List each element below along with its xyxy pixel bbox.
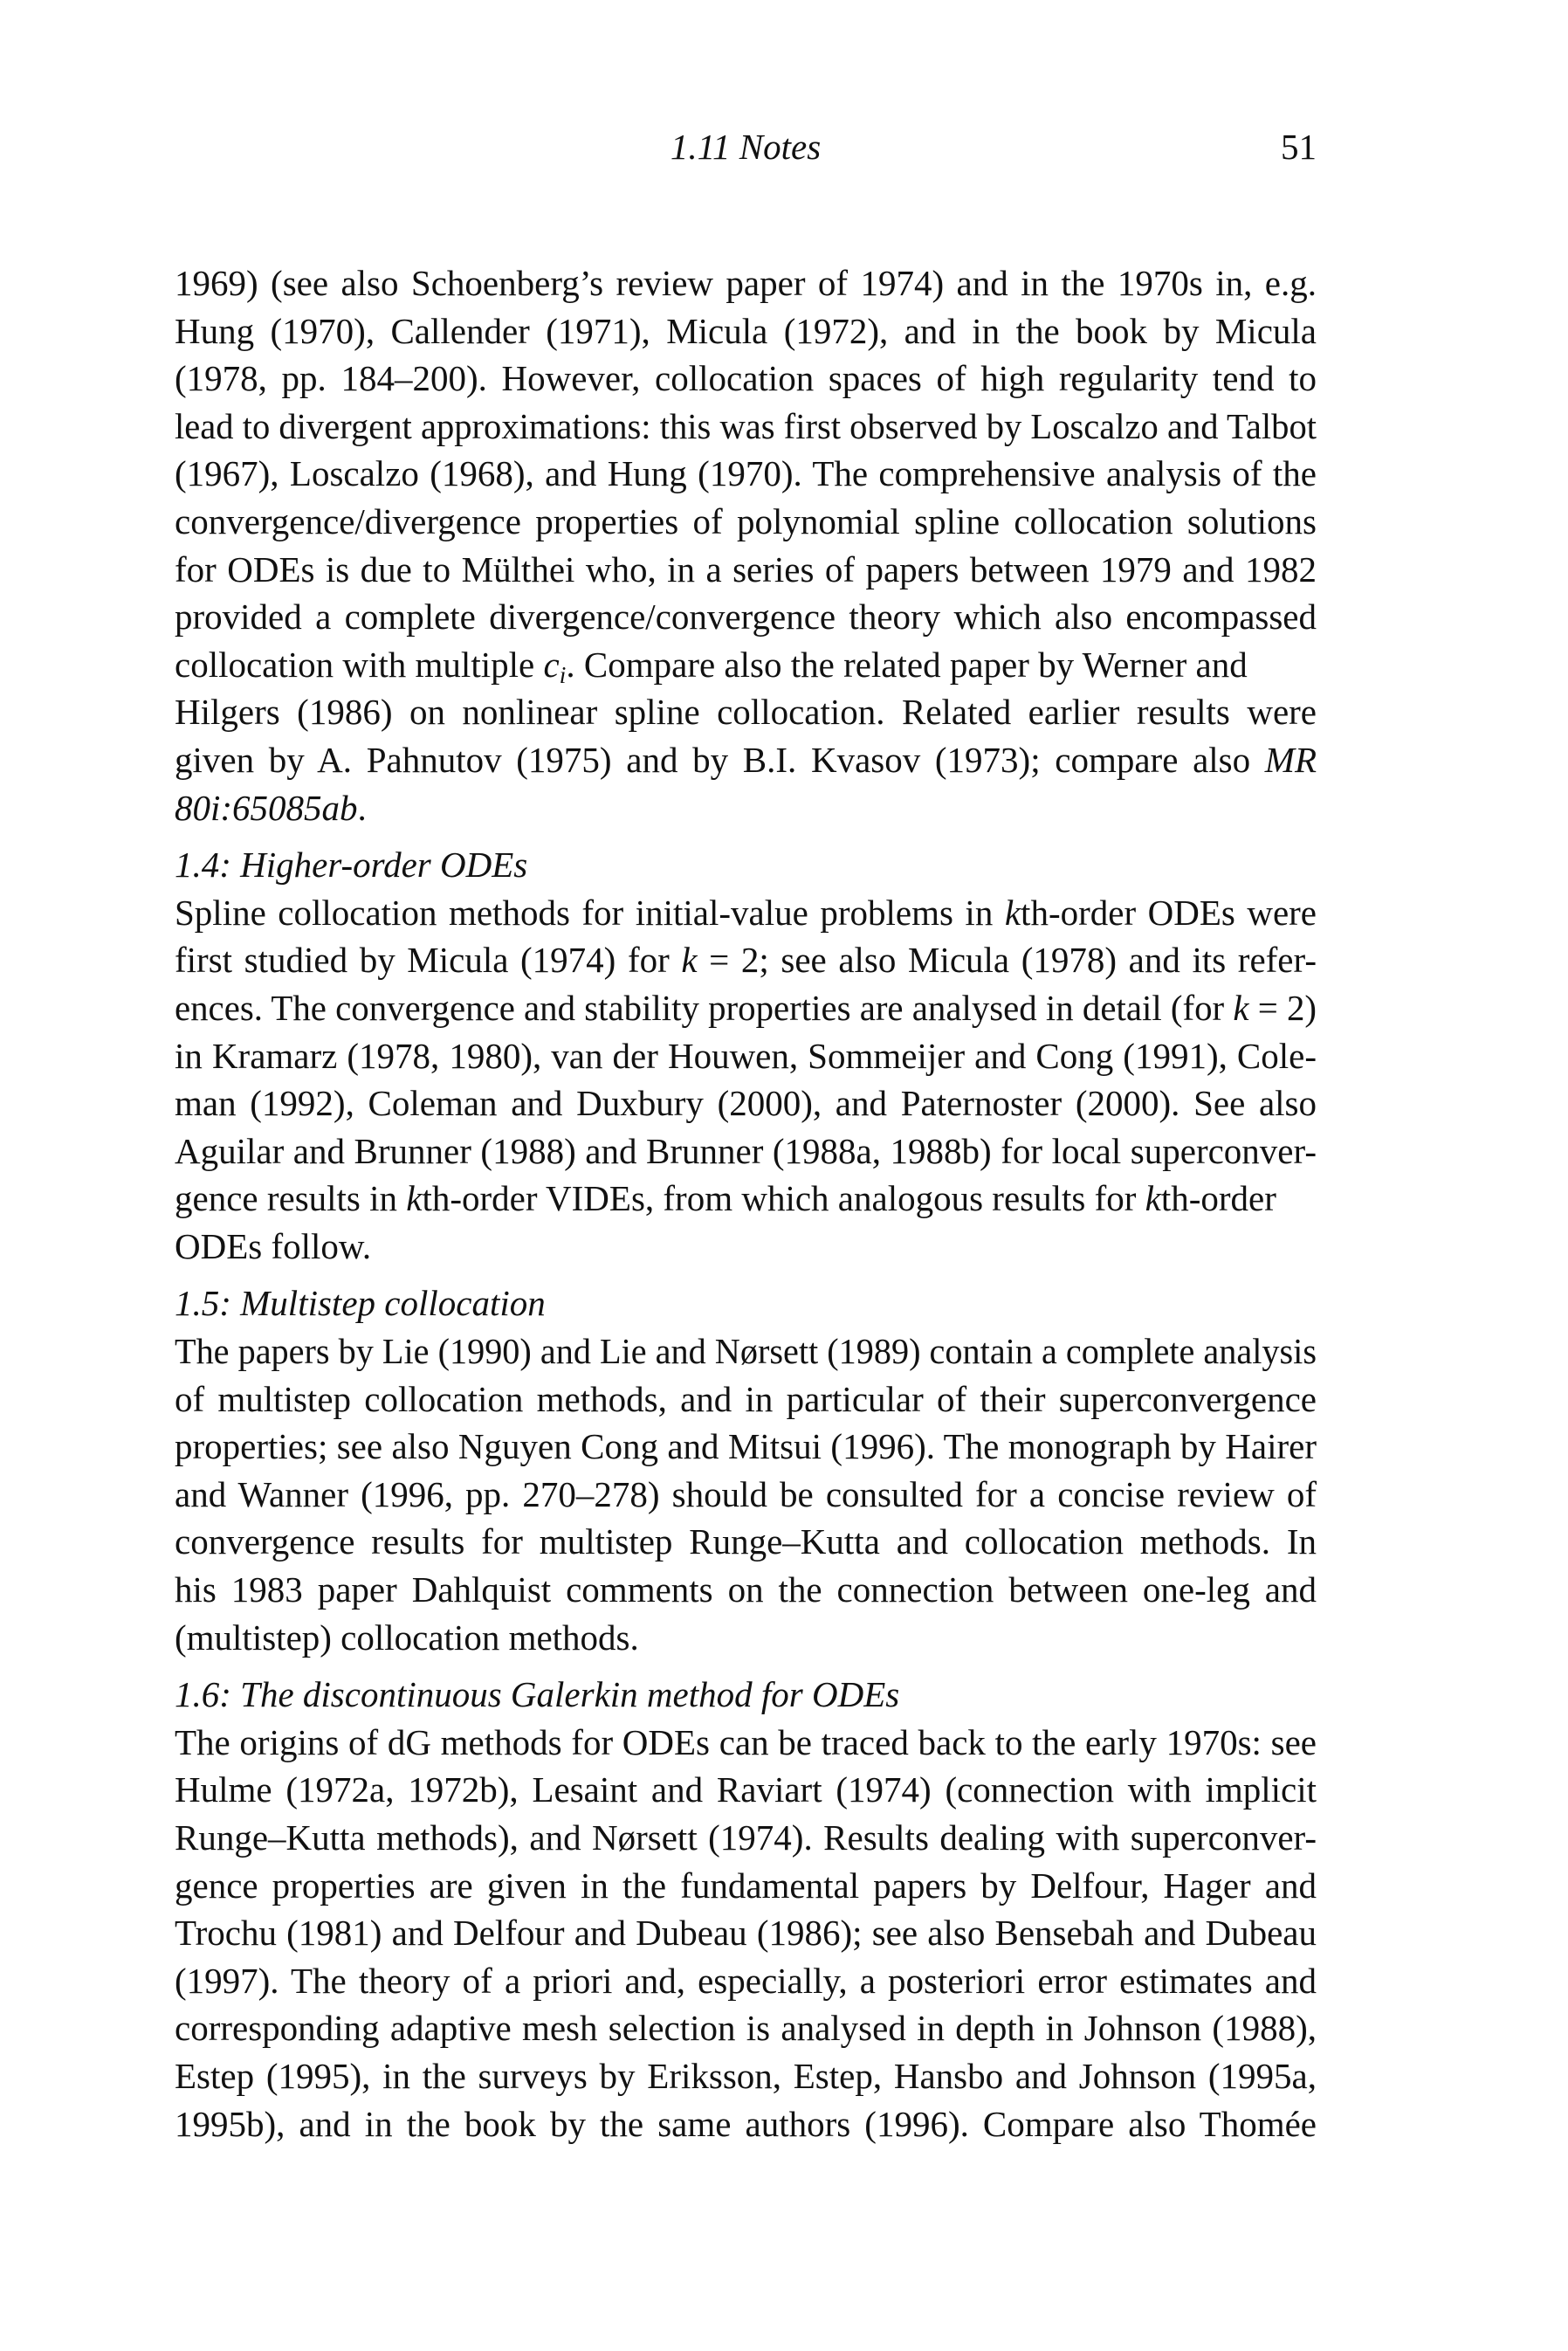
text-run: gence results in [175,1178,407,1219]
note-section [175,1671,1317,2148]
text-line [175,1327,1317,1375]
text-run: Hilgers (1986) on nonlinear spline collocation. Related earlier results were [175,692,1317,733]
page-body [175,259,1317,2148]
text-run: of multistep collocation methods, and in particular of their superconvergence [175,1378,1317,1419]
line-content [175,1327,1317,1375]
italic-text: k [681,940,698,981]
text-line [175,546,1317,594]
line-content [175,984,1317,1032]
text-run: th-order [1160,1178,1276,1219]
text-run: convergence/divergence properties of polynomial spline collocation solutions [175,500,1317,541]
text-run: th-order ODEs were [1021,892,1317,933]
text-run: convergence results for multistep Runge–Kutta and collocation methods. In [175,1521,1317,1562]
text-line [175,1471,1317,1519]
line-content [175,1175,1276,1223]
text-line [175,259,1317,307]
text-run: first studied by Micula (1974) for [175,940,682,981]
subscript-text: i [559,661,567,689]
text-run: Hung (1970), Callender (1971), Micula (1972), and in the book by Micula [175,310,1317,351]
text-line [175,450,1317,498]
text-line [175,1175,1317,1223]
text-line [175,1079,1317,1127]
text-run: (1967), Loscalzo (1968), and Hung (1970). The comprehensive analysis of the [175,453,1317,494]
text-line [175,1766,1317,1814]
text-run: ences. The convergence and stability properties are analysed in detail (for [175,987,1234,1028]
text-run: Runge–Kutta methods), and Nørsett (1974). Results dealing with superconver- [175,1817,1317,1858]
running-head [175,122,1317,171]
section-heading: 1.5: Multistep collocation [175,1283,546,1324]
text-line [175,2004,1317,2052]
text-line [175,593,1317,641]
text-line [175,1423,1317,1471]
text-run: for ODEs is due to Mülthei who, in a series of papers between 1979 and 1982 [175,548,1317,589]
text-run: man (1992), Coleman and Duxbury (2000), and Paternoster (2000). See also [175,1083,1317,1124]
italic-text: k [406,1178,423,1219]
text-run: 1969) (see also Schoenberg’s review paper of 1974) and in the 1970s in, e.g. [175,263,1317,303]
italic-text: k [1145,1178,1161,1219]
text-run: = 2) [1248,987,1317,1028]
text-run: = 2; see also Micula (1978) and its refer- [697,940,1317,981]
text-run: in Kramarz (1978, 1980), van der Houwen, Sommeijer and Cong (1991), Cole- [175,1035,1317,1076]
text-line [175,736,1317,784]
page-number: 51 [1281,127,1317,167]
italic-text: c [543,644,560,685]
text-line [175,1032,1317,1080]
italic-text: k [1233,987,1249,1028]
text-run: Hulme (1972a, 1972b), Lesaint and Raviart (1974) (connection with implicit [175,1769,1317,1810]
line-content [175,641,1248,700]
note-section [175,259,1317,831]
text-line [175,1909,1317,1957]
text-run: (1997). The theory of a priori and, especially, a posteriori error estimates and [175,1960,1317,2001]
text-line [175,1518,1317,1566]
text-line [175,1375,1317,1424]
running-head-title: 1.11 Notes [670,127,822,167]
text-line [175,936,1317,984]
text-run: Aguilar and Brunner (1988) and Brunner (1988a, 1988b) for local superconver- [175,1130,1317,1171]
text-run: provided a complete divergence/convergence theory which also encompassed [175,596,1317,638]
text-line [175,984,1317,1032]
text-run: (multistep) collocation methods. [175,1617,639,1658]
text-run: lead to divergent approximations: this was first observed by Loscalzo and Talbot [175,405,1317,446]
text-run: 1995b), and in the book by the same authors (1996). Compare also Thomée [175,2103,1317,2144]
text-line [175,1614,1317,1662]
text-run: properties; see also Nguyen Cong and Mitsui (1996). The monograph by Hairer [175,1426,1317,1467]
text-line [175,1127,1317,1176]
text-run: collocation with multiple [175,644,544,685]
text-run: th-order VIDEs, from which analogous results for [422,1178,1145,1219]
note-section [175,1279,1317,1661]
text-run: . Compare also the related paper by Werner and [566,644,1248,685]
text-line [175,355,1317,403]
text-run: corresponding adaptive mesh selection is analysed in depth in Johnson (1988), [175,2008,1317,2049]
text-line [175,889,1317,937]
text-line [175,307,1317,355]
text-run: given by A. Pahnutov (1975) and by B.I. Kvasov (1973); compare also [175,739,1265,780]
text-line [175,784,1317,832]
text-run: Trochu (1981) and Delfour and Dubeau (1986); see also Bensebah and Dubeau [175,1913,1317,1954]
text-run: gence properties are given in the fundamental papers by Delfour, Hager and [175,1865,1317,1906]
text-line [175,2052,1317,2100]
text-line [175,1719,1317,1767]
text-line [175,1223,1317,1271]
text-run: . [357,787,367,828]
text-line [175,641,1317,689]
text-run: (1978, pp. 184–200). However, collocation spaces of high regularity tend to [175,358,1317,399]
section-heading: 1.6: The discontinuous Galerkin method for ODEs [175,1674,900,1715]
text-line [175,2100,1317,2148]
italic-text: MR [1264,739,1317,780]
text-run: ODEs follow. [175,1225,372,1266]
italic-text: k [1004,892,1021,933]
text-run: The origins of dG methods for ODEs can be traced back to the early 1970s: see [175,1721,1317,1762]
text-line [175,1814,1317,1862]
line-content [175,403,1317,451]
text-line [175,403,1317,451]
italic-text: 80i:65085ab [175,787,358,828]
section-heading: 1.4: Higher-order ODEs [175,845,528,886]
text-line [175,1566,1317,1614]
text-line [175,498,1317,546]
text-line [175,1862,1317,1910]
text-run: and Wanner (1996, pp. 270–278) should be consulted for a concise review of [175,1473,1317,1514]
text-line [175,1957,1317,2005]
text-run: his 1983 paper Dahlquist comments on the connection between one-leg and [175,1569,1317,1610]
text-run: The papers by Lie (1990) and Lie and Nørsett (1989) contain a complete analysis [175,1331,1317,1372]
text-run: Spline collocation methods for initial-value problems in [175,892,1005,933]
note-section [175,841,1317,1270]
text-run: Estep (1995), in the surveys by Eriksson, Estep, Hansbo and Johnson (1995a, [175,2055,1317,2096]
